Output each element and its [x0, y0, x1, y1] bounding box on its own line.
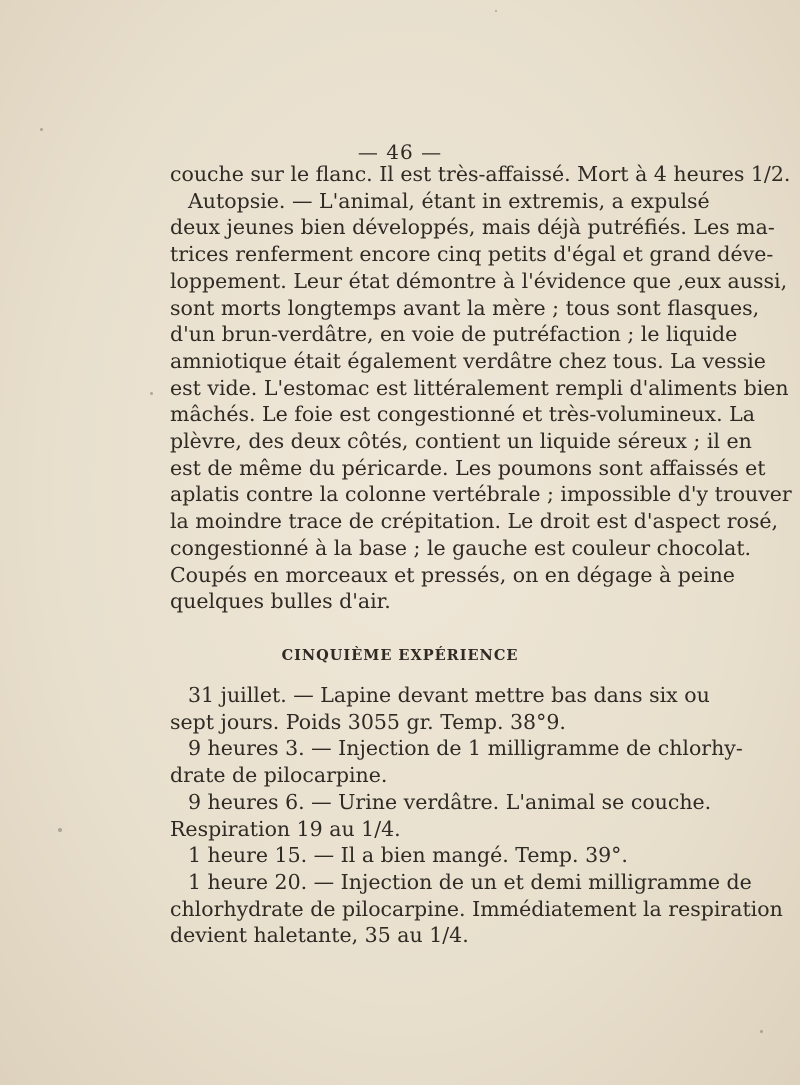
text-line: devient haletante, 35 au 1/4.: [170, 923, 469, 948]
text-line: loppement. Leur état démontre à l'évidence que ,eux aussi,: [170, 268, 788, 293]
text-line: 1 heure 20. — Injection de un et demi milligramme de: [188, 869, 752, 894]
text-line: sont morts longtemps avant la mère ; tous sont flasques,: [170, 295, 760, 320]
text-line: sept jours. Poids 3055 gr. Temp. 38°9.: [170, 709, 566, 734]
text-line: est de même du péricarde. Les poumons sont affaissés et: [170, 455, 766, 480]
text-line: amniotique était également verdâtre chez tous. La vessie: [170, 348, 766, 373]
paragraph-autopsie: [170, 161, 792, 615]
text-line: aplatis contre la colonne vertébrale ; impossible d'y trouver: [170, 482, 792, 507]
text-line: congestionné à la base ; le gauche est couleur chocolat.: [170, 535, 752, 560]
paper-speck: [150, 392, 153, 395]
paper-speck: [58, 828, 62, 832]
text-line: trices renferment encore cinq petits d'égal et grand déve-: [170, 242, 774, 267]
text-line: mâchés. Le foie est congestionné et très-volumineux. La: [170, 402, 755, 427]
text-line: d'un brun-verdâtre, en voie de putréfaction ; le liquide: [170, 322, 738, 347]
text-line: Autopsie. — L'animal, étant in extremis, a expulsé: [188, 188, 710, 213]
text-line: 9 heures 6. — Urine verdâtre. L'animal se couche.: [188, 789, 712, 814]
text-line: drate de pilocarpine.: [170, 763, 388, 788]
text-line: 31 juillet. — Lapine devant mettre bas dans six ou: [188, 683, 710, 707]
text-line: Respiration 19 au 1/4.: [170, 816, 401, 841]
text-line: quelques bulles d'air.: [170, 589, 391, 614]
text-line: plèvre, des deux côtés, contient un liquide séreux ; il en: [170, 429, 752, 454]
text-line: couche sur le flanc. Il est très-affaissé. Mort à 4 heures 1/2.: [170, 162, 791, 186]
paragraph-experience: [170, 682, 783, 949]
text-line: chlorhydrate de pilocarpine. Immédiatement la respiration: [170, 896, 783, 921]
text-line: est vide. L'estomac est littéralement rempli d'aliments bien: [170, 375, 789, 400]
page-number: — 46 —: [357, 140, 443, 164]
text-line: 1 heure 15. — Il a bien mangé. Temp. 39°.: [188, 843, 628, 868]
text-line: la moindre trace de crépitation. Le droit est d'aspect rosé,: [170, 509, 779, 534]
paper-speck: [495, 10, 497, 12]
text-line: Coupés en morceaux et pressés, on en dégage à peine: [170, 562, 735, 587]
text-line: deux jeunes bien développés, mais déjà putréfiés. Les ma-: [170, 215, 775, 240]
section-heading: CINQUIÈME EXPÉRIENCE: [281, 647, 519, 664]
paper-speck: [760, 1030, 763, 1033]
paper-speck: [40, 128, 43, 131]
text-line: 9 heures 3. — Injection de 1 milligramme de chlorhy-: [188, 736, 743, 761]
